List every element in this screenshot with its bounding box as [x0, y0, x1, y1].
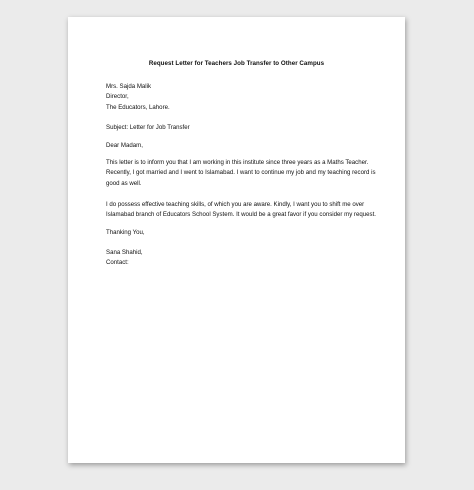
- recipient-name: Mrs. Sajda Malik: [106, 83, 152, 90]
- paragraph-1-text: This letter is to inform you that I am working in this institute since three years as a Maths Teacher. Recently, I got married and I went to Islamabad. I want to continue my job and my teaching record is good as well.: [106, 159, 376, 187]
- closing-text: Thanking You,: [106, 229, 145, 236]
- recipient-organization: The Educators, Lahore.: [106, 103, 170, 111]
- body-paragraph-2: [106, 200, 376, 221]
- letter-page: [68, 17, 405, 463]
- sender-name: Sana Shahid,: [106, 249, 143, 256]
- subject-text: Subject: Letter for Job Transfer: [106, 124, 190, 131]
- subject-line: [106, 123, 376, 133]
- recipient-title: Director,: [106, 93, 129, 101]
- paragraph-2-text: I do possess effective teaching skills, of which you are aware. Kindly, I want you to shift me over Islamabad branch of Educators School System. It would be a great favor if you consider my request.: [106, 201, 376, 219]
- salutation-text: Dear Madam,: [106, 142, 143, 149]
- sender-block: [106, 248, 376, 269]
- recipient-block: [106, 82, 376, 113]
- sender-contact: Contact:: [106, 259, 129, 267]
- letter-title: Request Letter for Teachers Job Transfer to Other Campus: [148, 60, 325, 67]
- salutation: [106, 141, 376, 151]
- closing: [106, 228, 376, 238]
- body-paragraph-1: [106, 158, 376, 189]
